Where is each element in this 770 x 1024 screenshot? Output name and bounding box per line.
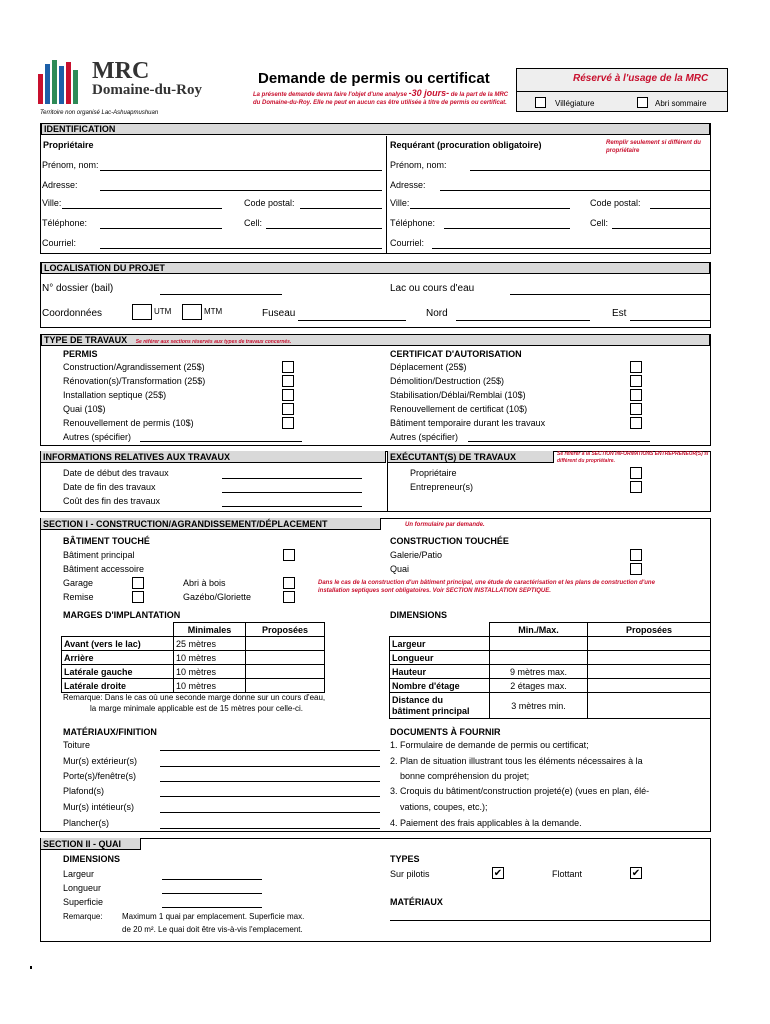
owner-email-field[interactable] — [100, 248, 382, 249]
dim-proposee-cell[interactable] — [588, 665, 711, 679]
materiau-field[interactable] — [160, 812, 380, 813]
est-field[interactable] — [630, 320, 710, 321]
document-item: vations, coupes, etc.); — [400, 802, 488, 812]
cert-checkbox[interactable] — [630, 417, 642, 429]
cert-heading: CERTIFICAT D'AUTORISATION — [390, 349, 522, 359]
pilotis-checkbox[interactable]: ✔ — [493, 868, 503, 879]
materiau-field[interactable] — [160, 828, 380, 829]
materiau-label: Plancher(s) — [63, 818, 110, 828]
document-item: 4. Paiement des frais applicables à la demande. — [390, 818, 582, 828]
quai-dim-field[interactable] — [162, 907, 262, 908]
documents-heading: DOCUMENTS À FOURNIR — [390, 727, 501, 737]
marges-remarque: Remarque: Dans le cas où une seconde marge donne sur un cours d'eau, — [63, 693, 326, 702]
dim-distance-label — [390, 693, 490, 719]
lac-label: Lac ou cours d'eau — [390, 283, 475, 294]
flottant-checkbox[interactable]: ✔ — [631, 868, 641, 879]
identification-bar: IDENTIFICATION — [41, 123, 710, 135]
owner-heading: Propriétaire — [43, 140, 94, 150]
dim-value: 9 mètres max. — [490, 665, 588, 679]
page-mark — [30, 966, 32, 969]
reserved-title: Réservé à l'usage de la MRC — [573, 73, 709, 84]
requester-cell-field[interactable] — [612, 228, 710, 229]
permis-item: Quai (10$) — [63, 404, 106, 414]
materiau-label: Plafond(s) — [63, 786, 105, 796]
requester-city-label: Ville: — [390, 198, 410, 208]
infos-divider — [387, 451, 388, 512]
cert-checkbox[interactable] — [630, 389, 642, 401]
cert-item: Démolition/Destruction (25$) — [390, 376, 505, 386]
logo-bottom-text: Domaine-du-Roy — [92, 82, 203, 98]
requester-name-label: Prénom, nom: — [390, 160, 447, 170]
marge-label: Latérale gauche — [62, 665, 174, 679]
cert-checkbox[interactable] — [630, 375, 642, 387]
requester-heading: Requérant (procuration obligatoire) — [390, 140, 542, 150]
permis-item: Renouvellement de permis (10$) — [63, 418, 194, 428]
infos-heading: INFORMATIONS RELATIVES AUX TRAVAUX — [43, 452, 231, 462]
dim-label: Largeur — [390, 637, 490, 651]
document-item: bonne compréhension du projet; — [400, 771, 530, 781]
owner-postal-field[interactable] — [300, 208, 382, 209]
dim-proposee-cell[interactable] — [588, 651, 711, 665]
materiau-field[interactable] — [160, 781, 380, 782]
flottant-label: Flottant — [552, 869, 583, 879]
permis-item: Rénovation(s)/Transformation (25$) — [63, 376, 206, 386]
est-label: Est — [612, 308, 627, 319]
marge-proposee-cell[interactable] — [246, 679, 325, 693]
quai-remarque: Maximum 1 quai par emplacement. Superficie max. — [122, 912, 305, 921]
permis-checkbox[interactable] — [282, 403, 294, 415]
requester-phone-field[interactable] — [444, 228, 570, 229]
dim-label: Longueur — [390, 651, 490, 665]
utm-checkbox[interactable] — [132, 304, 152, 320]
villegiature-checkbox[interactable] — [535, 97, 546, 108]
marges-head-min: Minimales — [174, 623, 246, 637]
dim-value — [490, 651, 588, 665]
exec-entrepreneur-label: Entrepreneur(s) — [410, 482, 474, 492]
fuseau-label: Fuseau — [262, 308, 296, 319]
quai-remarque-label: Remarque: — [63, 912, 103, 921]
quai-remarque-2: de 20 m². Le quai doit être vis-à-vis l'emplacement. — [122, 925, 303, 934]
requester-note: Remplir seulement si différent du propriétaire — [606, 140, 701, 154]
quai-dim-field[interactable] — [162, 879, 262, 880]
info-date-fin-label: Date de fin des travaux — [63, 482, 156, 492]
cert-item: Déplacement (25$) — [390, 362, 467, 372]
construction-heading: CONSTRUCTION TOUCHÉE — [390, 536, 509, 546]
lac-field[interactable] — [510, 294, 710, 295]
owner-city-field[interactable] — [62, 208, 222, 209]
owner-address-label: Adresse: — [42, 180, 78, 190]
quai-dim-label: Longueur — [63, 883, 102, 893]
permis-autres-label: Autres (spécifier) — [63, 432, 132, 442]
info-cout-field[interactable] — [222, 506, 362, 507]
owner-address-field[interactable] — [100, 190, 382, 191]
cert-item: Renouvellement de certificat (10$) — [390, 404, 528, 414]
dim-empty-head — [390, 623, 490, 637]
info-date-debut-field[interactable] — [222, 478, 362, 479]
exec-proprietaire-label: Propriétaire — [410, 468, 457, 478]
dim-label: Nombre d'étage — [390, 679, 490, 693]
marge-min: 10 mètres — [174, 651, 246, 665]
cert-autres-label: Autres (spécifier) — [390, 432, 459, 442]
owner-cell-label: Cell: — [244, 218, 263, 228]
permis-autres-field[interactable] — [140, 441, 302, 442]
marge-proposee-cell[interactable] — [246, 665, 325, 679]
requester-postal-label: Code postal: — [590, 198, 641, 208]
materiau-label: Porte(s)/fenêtre(s) — [63, 771, 137, 781]
abri-sommaire-checkbox[interactable] — [637, 97, 648, 108]
quai-dim-field[interactable] — [162, 893, 262, 894]
gazebo-checkbox[interactable] — [283, 591, 295, 603]
dim-proposee-cell[interactable] — [588, 679, 711, 693]
marges-head-prop: Proposées — [246, 623, 325, 637]
septic-note: Dans le cas de la construction d'un bâtiment principal, une étude de caractérisation et les plans de construction d'une installation septiques sont obligatoires. Voir SECTION INSTALLATION SEPTIQUE. — [318, 580, 655, 594]
mrc-logo — [36, 58, 236, 104]
nord-label: Nord — [426, 308, 448, 319]
marge-min: 25 mètres — [174, 637, 246, 651]
owner-phone-field[interactable] — [100, 228, 222, 229]
materiau-label: Toiture — [63, 740, 91, 750]
garage-checkbox[interactable] — [132, 577, 144, 589]
requester-address-field[interactable] — [440, 190, 710, 191]
permis-heading: PERMIS — [63, 349, 98, 359]
dim-value — [490, 637, 588, 651]
cert-checkbox[interactable] — [630, 361, 642, 373]
materiau-label: Mur(s) extérieur(s) — [63, 756, 138, 766]
cert-item: Stabilisation/Déblai/Remblai (10$) — [390, 390, 526, 400]
document-item: 1. Formulaire de demande de permis ou certificat; — [390, 740, 589, 750]
owner-city-label: Ville: — [42, 198, 62, 208]
remise-checkbox[interactable] — [132, 591, 144, 603]
info-date-debut-label: Date de début des travaux — [63, 468, 169, 478]
exec-heading: EXÉCUTANT(S) DE TRAVAUX — [390, 452, 516, 462]
types-heading: TYPES — [390, 854, 420, 864]
materiau-field[interactable] — [160, 766, 380, 767]
dim-value: 2 étages max. — [490, 679, 588, 693]
garage-label: Garage — [63, 578, 94, 588]
quai-dim-label: Largeur — [63, 869, 95, 879]
permis-checkbox[interactable] — [282, 389, 294, 401]
reserved-box — [516, 68, 728, 112]
permis-item: Installation septique (25$) — [63, 390, 167, 400]
document-item: 3. Croquis du bâtiment/construction projeté(e) (vues en plan, élé- — [390, 786, 650, 796]
quai-materiaux-field[interactable] — [390, 920, 710, 921]
permis-checkbox[interactable] — [282, 375, 294, 387]
exec-proprietaire-checkbox[interactable] — [630, 467, 642, 479]
travaux-bar — [41, 334, 710, 346]
galerie-checkbox[interactable] — [630, 549, 642, 561]
owner-phone-label: Téléphone: — [42, 218, 88, 228]
requester-cell-label: Cell: — [590, 218, 609, 228]
marge-label: Avant (vers le lac) — [62, 637, 174, 651]
marges-remarque-2: la marge minimale applicable est de 15 mètres pour celle-ci. — [90, 704, 303, 713]
dossier-field[interactable] — [160, 294, 282, 295]
quai-materiaux-heading: MATÉRIAUX — [390, 897, 443, 907]
info-date-fin-field[interactable] — [222, 492, 362, 493]
logo-top-text: MRC — [92, 58, 150, 84]
info-cout-label: Coût des fin des travaux — [63, 496, 161, 506]
owner-name-field[interactable] — [100, 170, 382, 171]
requester-email-label: Courriel: — [390, 238, 425, 248]
coordonnees-label: Coordonnées — [42, 308, 103, 319]
identification-divider — [386, 136, 387, 254]
dim-proposee-cell[interactable] — [588, 693, 711, 719]
principal-checkbox[interactable] — [283, 549, 295, 561]
dim-head-minmax: Min./Max. — [490, 623, 588, 637]
cert-autres-field[interactable] — [468, 441, 650, 442]
remise-label: Remise — [63, 592, 94, 602]
dim-distance-label-b: bâtiment principal — [392, 705, 470, 716]
travaux-note: Se référer aux sections réservés aux types de travaux concernés. — [135, 339, 292, 345]
dim-label: Hauteur — [390, 665, 490, 679]
mtm-checkbox[interactable] — [182, 304, 202, 320]
mtm-label: MTM — [204, 307, 223, 316]
marge-min: 10 mètres — [174, 665, 246, 679]
section1-note: Un formulaire par demande. — [405, 522, 485, 528]
requester-name-field[interactable] — [470, 170, 710, 171]
territory-label: Territoire non organisé Lac-Ashuapmushuan — [40, 110, 159, 116]
quai-dimensions-heading: DIMENSIONS — [63, 854, 121, 864]
quai-label: Quai — [390, 564, 410, 574]
marges-table — [61, 622, 325, 693]
abri-bois-checkbox[interactable] — [283, 577, 295, 589]
marge-label: Arrière — [62, 651, 174, 665]
dossier-label: N° dossier (bail) — [42, 283, 114, 294]
cert-item: Bâtiment temporaire durant les travaux — [390, 418, 546, 428]
gazebo-label: Gazébo/Gloriette — [183, 592, 252, 602]
marge-label: Latérale droite — [62, 679, 174, 693]
section2-heading: SECTION II - QUAI — [43, 839, 122, 849]
owner-name-label: Prénom, nom: — [42, 160, 99, 170]
materiau-field[interactable] — [160, 750, 380, 751]
quai-dim-label: Superficie — [63, 897, 104, 907]
permis-checkbox[interactable] — [282, 417, 294, 429]
requester-phone-label: Téléphone: — [390, 218, 436, 228]
exec-entrepreneur-checkbox[interactable] — [630, 481, 642, 493]
marges-empty-head — [62, 623, 174, 637]
materiau-label: Mur(s) intétieur(s) — [63, 802, 135, 812]
abri-bois-label: Abri à bois — [183, 578, 226, 588]
requester-email-field[interactable] — [432, 248, 710, 249]
materiaux-heading: MATÉRIAUX/FINITION — [63, 727, 157, 737]
principal-label: Bâtiment principal — [63, 550, 135, 560]
villegiature-label: Villégiature — [555, 99, 595, 108]
requester-postal-field[interactable] — [650, 208, 710, 209]
accessoire-label: Bâtiment accessoire — [63, 564, 145, 574]
page-title: Demande de permis ou certificat — [258, 70, 490, 87]
owner-postal-label: Code postal: — [244, 198, 295, 208]
galerie-label: Galerie/Patio — [390, 550, 443, 560]
reserved-divider — [517, 91, 727, 92]
materiau-field[interactable] — [160, 796, 380, 797]
dim-head-prop: Proposées — [588, 623, 711, 637]
document-item: 2. Plan de situation illustrant tous les éléments nécessaires à la — [390, 756, 643, 766]
section1-heading: SECTION I - CONSTRUCTION/AGRANDISSEMENT/DÉPLACEMENT — [43, 519, 328, 529]
dimensions-table — [389, 622, 711, 719]
owner-email-label: Courriel: — [42, 238, 77, 248]
owner-cell-field[interactable] — [266, 228, 382, 229]
exec-note: Se référer à la SECTION INFORMATIONS ENTREPRENEUR(S) si différent du propriétaire. — [557, 451, 709, 464]
dim-proposee-cell[interactable] — [588, 637, 711, 651]
pilotis-label: Sur pilotis — [390, 869, 430, 879]
fuseau-field[interactable] — [298, 320, 406, 321]
requester-address-label: Adresse: — [390, 180, 426, 190]
dim-distance-value: 3 mètres min. — [490, 693, 588, 719]
cert-checkbox[interactable] — [630, 403, 642, 415]
permis-checkbox[interactable] — [282, 361, 294, 373]
marge-proposee-cell[interactable] — [246, 651, 325, 665]
analysis-notice: La présente demande devra faire l'objet d'une analyse -30 jours- de la part de la MRC du Domaine-du-Roy. Elle ne peut en aucun cas être utilisée à titre de permis ou certificat. — [253, 88, 509, 106]
marges-heading: MARGES D'IMPLANTATION — [63, 610, 181, 620]
quai-checkbox[interactable] — [630, 563, 642, 575]
marge-min: 10 mètres — [174, 679, 246, 693]
requester-city-field[interactable] — [410, 208, 570, 209]
batiment-heading: BÂTIMENT TOUCHÉ — [63, 536, 150, 546]
localisation-bar: LOCALISATION DU PROJET — [41, 262, 710, 274]
travaux-bar-label: TYPE DE TRAVAUX — [44, 335, 128, 345]
marge-proposee-cell[interactable] — [246, 637, 325, 651]
utm-label: UTM — [154, 307, 172, 316]
nord-field[interactable] — [456, 320, 590, 321]
logo-mark-icon — [36, 60, 86, 104]
dim-distance-label-a: Distance du — [392, 694, 444, 705]
abri-sommaire-label: Abri sommaire — [655, 99, 707, 108]
dimensions-heading: DIMENSIONS — [390, 610, 448, 620]
permis-item: Construction/Agrandissement (25$) — [63, 362, 205, 372]
